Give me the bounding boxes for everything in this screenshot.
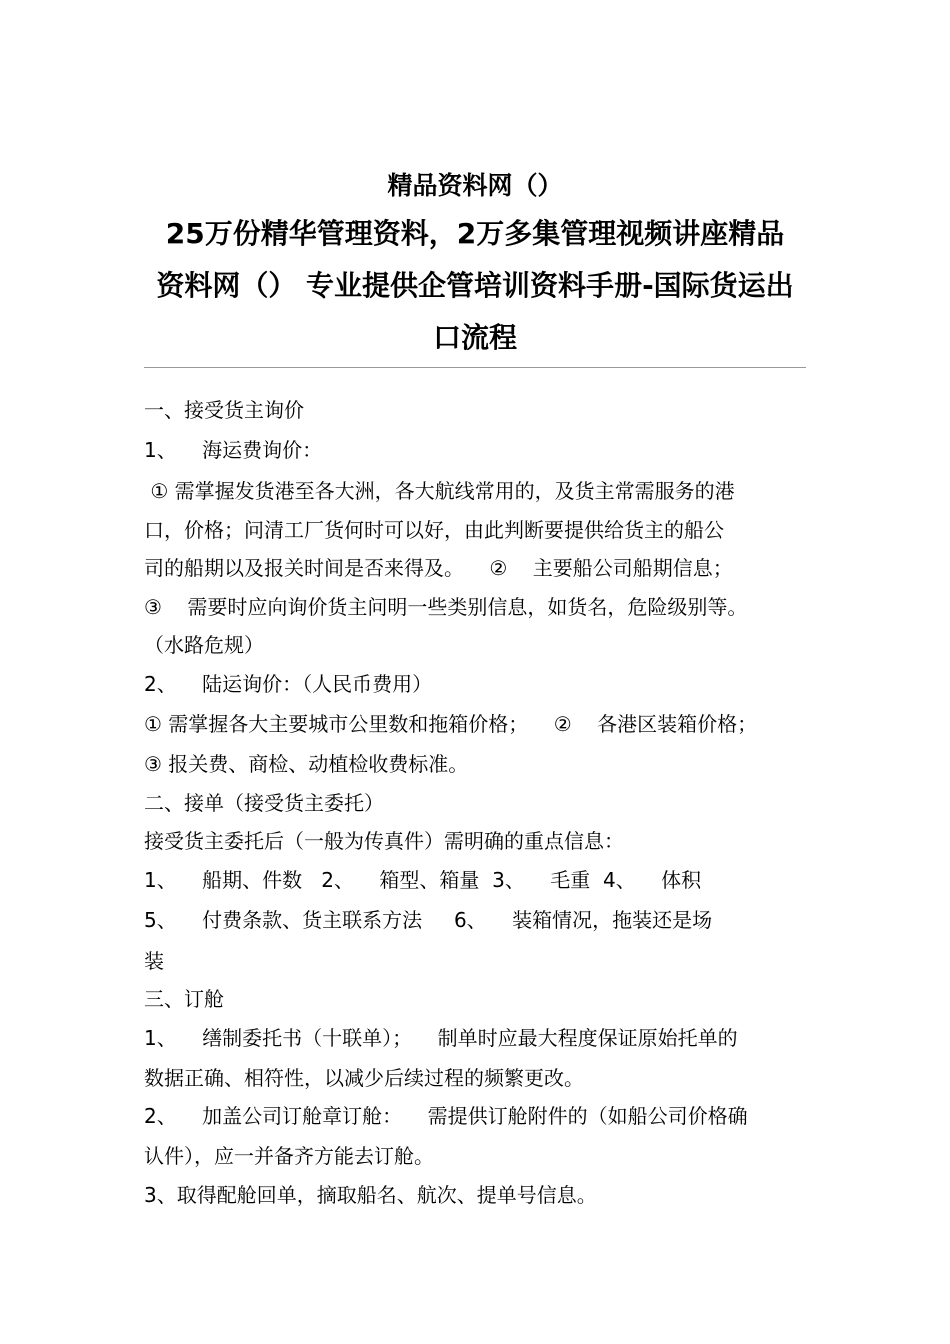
- document-title-line-3: 口流程: [432, 321, 517, 354]
- paragraph-line: 3、取得配舱回单，摘取船名、航次、提单号信息。: [144, 1183, 597, 1207]
- paragraph-line: 1、 缮制委托书（十联单）； 制单时应最大程度保证原始托单的: [144, 1026, 738, 1050]
- document-title-line-2: 资料网（） 专业提供企管培训资料手册-国际货运出: [156, 269, 794, 302]
- paragraph-line: 装: [144, 949, 164, 973]
- paragraph-line: 数据正确、相符性，以减少后续过程的频繁更改。: [144, 1066, 584, 1090]
- paragraph-line: ③ 报关费、商检、动植检收费标准。: [144, 752, 469, 776]
- paragraph-line: 司的船期以及报关时间是否来得及。 ② 主要船公司船期信息；: [144, 556, 733, 580]
- paragraph-line: 2、 陆运询价：（人民币费用）: [144, 672, 433, 696]
- paragraph-line: ① 需掌握各大主要城市公里数和拖箱价格； ② 各港区装箱价格；: [144, 712, 758, 736]
- paragraph-line: 5、 付费条款、货主联系方法 6、 装箱情况，拖装还是场: [144, 908, 713, 932]
- section-heading-booking: 三、订舱: [144, 987, 224, 1011]
- paragraph-line: ① 需掌握发货港至各大洲，各大航线常用的，及货主常需服务的港: [144, 479, 735, 503]
- paragraph-line: 1、 船期、件数 2、 箱型、箱量 3、 毛重 4、 体积: [144, 868, 702, 892]
- paragraph-line: 认件），应一并备齐方能去订舱。: [144, 1144, 434, 1168]
- paragraph-line: 口，价格；问清工厂货何时可以好，由此判断要提供给货主的船公: [144, 518, 724, 542]
- section-heading-inquiry: 一、接受货主询价: [144, 398, 304, 422]
- paragraph-line: ③ 需要时应向询价货主问明一些类别信息，如货名，危险级别等。: [144, 595, 748, 619]
- site-title: 精品资料网（）: [387, 171, 563, 200]
- document-title-line-1: 25万份精华管理资料，2万多集管理视频讲座精品: [165, 217, 785, 250]
- paragraph-line: （水路危规）: [144, 633, 264, 657]
- section-heading-order: 二、接单（接受货主委托）: [144, 791, 384, 815]
- header-divider: [144, 367, 806, 368]
- paragraph-line: 2、 加盖公司订舱章订舱： 需提供订舱附件的（如船公司价格确: [144, 1104, 748, 1128]
- paragraph-line: 1、 海运费询价：: [144, 438, 323, 462]
- paragraph-line: 接受货主委托后（一般为传真件）需明确的重点信息：: [144, 829, 624, 853]
